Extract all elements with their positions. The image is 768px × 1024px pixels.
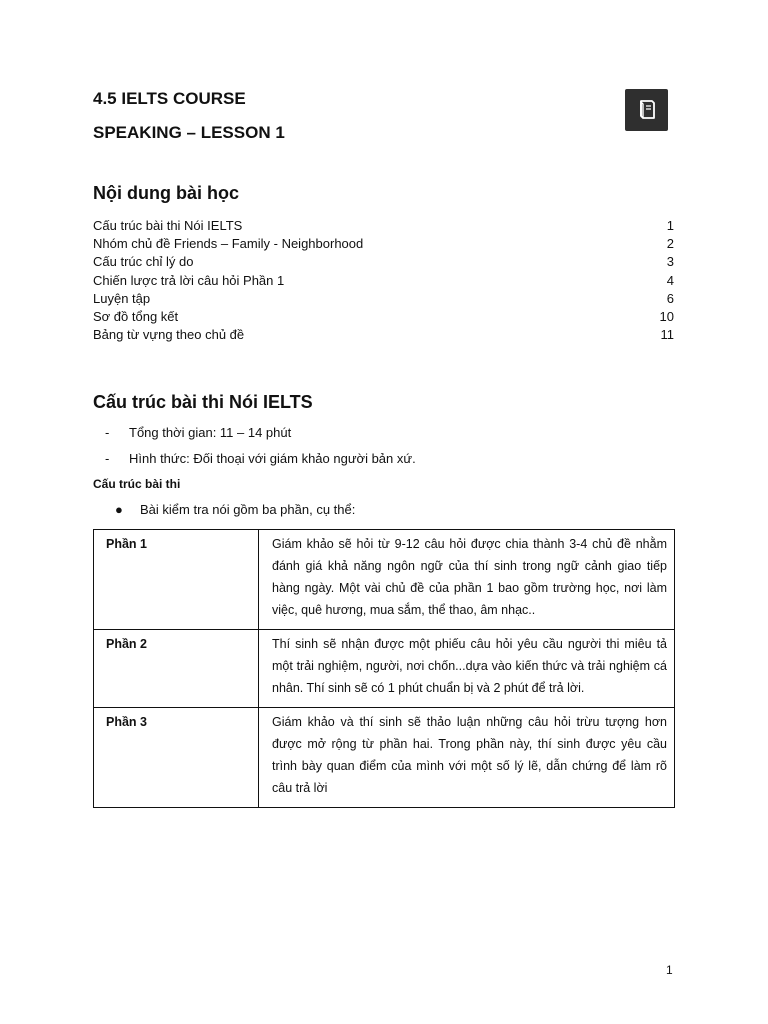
toc-item-label: Luyện tập <box>93 290 151 306</box>
bullet-marker: ● <box>115 502 123 517</box>
toc-item-label: Sơ đồ tổng kết <box>93 308 179 324</box>
course-title: 4.5 IELTS COURSE <box>93 89 246 108</box>
bullet-item <box>93 501 355 519</box>
table-row <box>94 708 675 808</box>
table-row <box>94 530 675 630</box>
table-of-contents <box>93 217 674 344</box>
toc-item-page: 11 <box>660 327 674 343</box>
toc-item-label: Chiến lược trả lời câu hỏi Phần 1 <box>93 272 285 288</box>
toc-item-page: 6 <box>666 290 674 306</box>
part-description-cell: Thí sinh sẽ nhận được một phiếu câu hỏi yêu cầu người thi miêu tả một trải nghiệm, người, nơi chốn...dựa vào kiến thức và trải nghiệm cá nhân. Thí sinh sẽ có 1 phút chuẩn bị và 2 phút để trả lời. <box>259 630 675 708</box>
toc-item-label: Nhóm chủ đề Friends – Family - Neighborhood <box>93 236 364 252</box>
list-item <box>93 424 416 450</box>
toc-item[interactable] <box>93 217 674 235</box>
part-description-cell: Giám khảo và thí sinh sẽ thảo luận những câu hỏi trừu tượng hơn được mở rộng từ phần hai. Trong phần này, thí sinh được yêu cầu trình bày quan điểm của mình với một số lý lẽ, dẫn chứng để làm rõ câu trả lời <box>259 708 675 808</box>
toc-item-page: 4 <box>666 272 674 288</box>
info-list <box>93 424 416 476</box>
toc-item[interactable] <box>93 272 674 290</box>
bullet-text: Bài kiểm tra nói gồm ba phần, cụ thể: <box>140 502 356 517</box>
part-description-cell: Giám khảo sẽ hỏi từ 9-12 câu hỏi được chia thành 3-4 chủ đề nhằm đánh giá khả năng ngôn ngữ của thí sinh trong ngữ cảnh giao tiếp hàng ngày. Một vài chủ đề của phần 1 bao gồm trường học, nơi làm việc, quê hương, mua sắm, thể thao, âm nhạc.. <box>259 530 675 630</box>
book-icon <box>635 98 659 122</box>
book-badge <box>625 89 668 131</box>
list-item-text: Hình thức: Đối thoại với giám khảo người bản xứ. <box>129 451 416 466</box>
toc-item-page: 3 <box>666 254 674 270</box>
toc-item[interactable] <box>93 253 674 271</box>
dash-marker: - <box>105 425 110 440</box>
toc-item[interactable] <box>93 326 674 344</box>
list-item <box>93 450 416 476</box>
section-heading: Cấu trúc bài thi Nói IELTS <box>93 392 313 412</box>
page-number: 1 <box>666 963 673 977</box>
toc-item[interactable] <box>93 290 674 308</box>
sub-heading: Cấu trúc bài thi <box>93 477 181 491</box>
table-row <box>94 630 675 708</box>
toc-heading: Nội dung bài học <box>93 183 239 203</box>
toc-item-label: Cấu trúc chỉ lý do <box>93 254 194 270</box>
toc-item-label: Bảng từ vựng theo chủ đề <box>93 327 245 343</box>
toc-item[interactable] <box>93 235 674 253</box>
part-name-cell: Phần 1 <box>94 530 259 630</box>
list-item-text: Tổng thời gian: 11 – 14 phút <box>129 425 292 440</box>
part-name-cell: Phần 2 <box>94 630 259 708</box>
toc-item-page: 1 <box>666 218 674 233</box>
lesson-title: SPEAKING – LESSON 1 <box>93 123 285 142</box>
toc-item-label: Cấu trúc bài thi Nói IELTS <box>93 218 243 233</box>
toc-item-page: 2 <box>666 236 674 252</box>
dash-marker: - <box>105 451 110 466</box>
exam-parts-table <box>93 529 675 808</box>
part-name-cell: Phần 3 <box>94 708 259 808</box>
toc-item[interactable] <box>93 308 674 326</box>
toc-item-page: 10 <box>659 308 674 324</box>
